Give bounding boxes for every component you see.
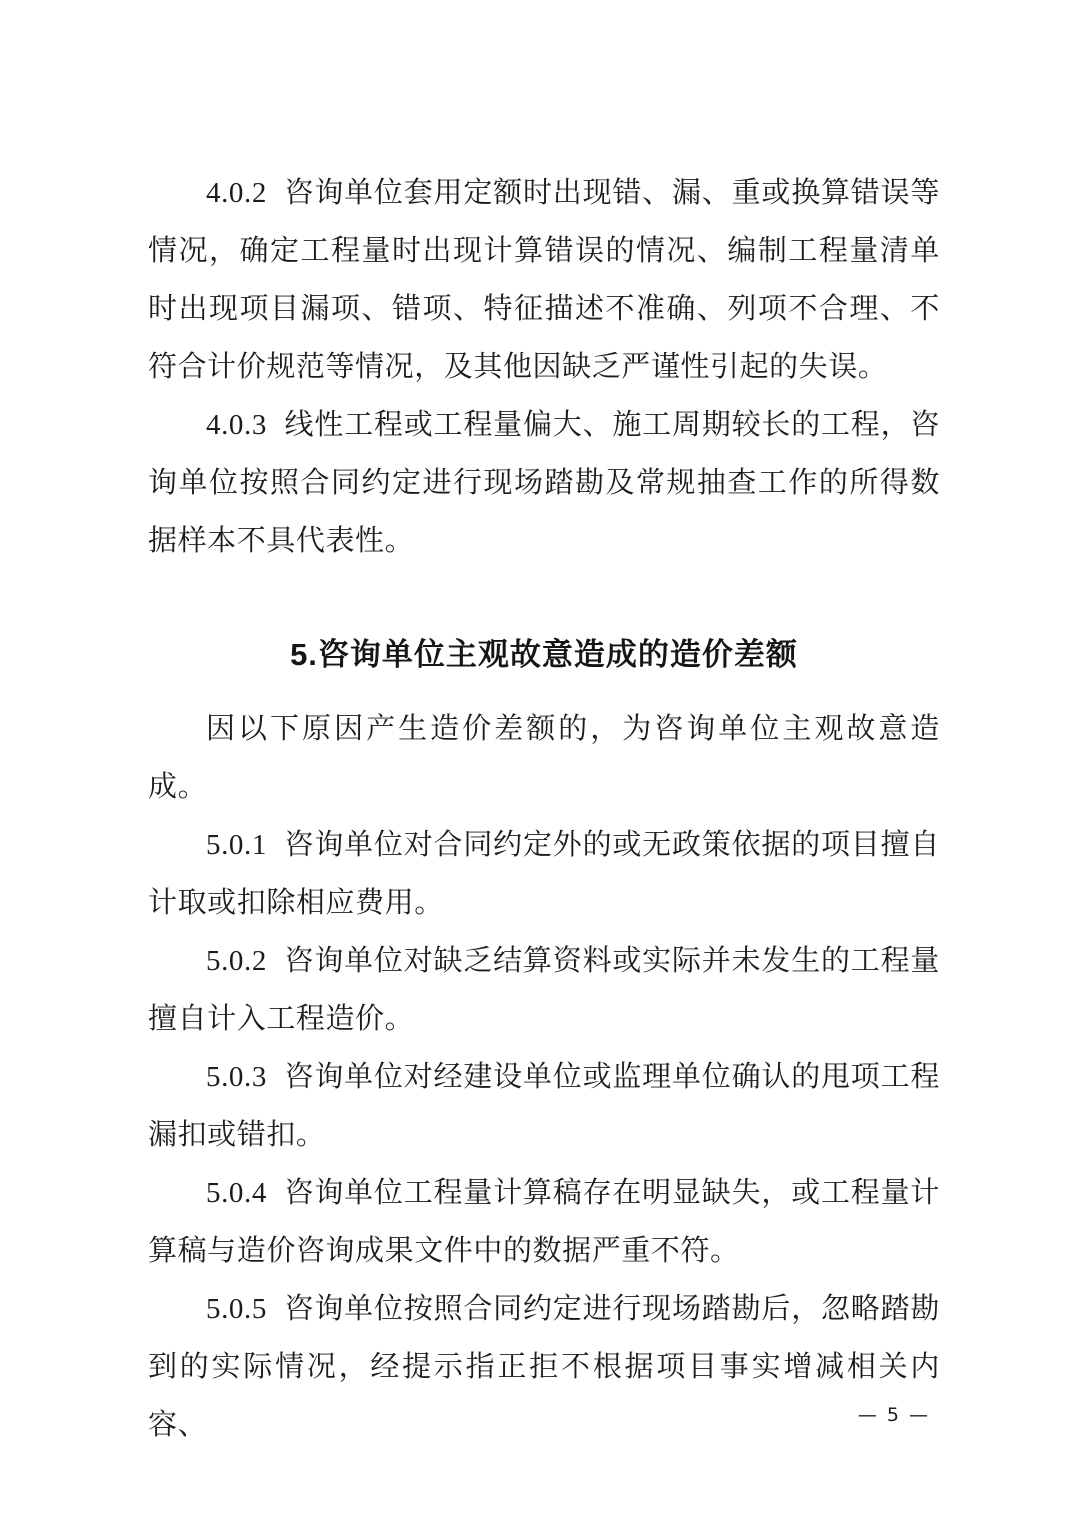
section-5-intro-paragraph: 因以下原因产生造价差额的，为咨询单位主观故意造成。	[148, 713, 940, 803]
clause-number-4-0-3: 4.0.3	[206, 409, 267, 441]
paragraph-5-0-2	[148, 932, 940, 1048]
page-footer	[858, 1404, 930, 1426]
clause-text-5-0-4: 咨询单位工程量计算稿存在明显缺失，或工程量计算稿与造价咨询成果文件中的数据严重不符。	[148, 1177, 940, 1267]
clause-text-4-0-2: 咨询单位套用定额时出现错、漏、重或换算错误等情况，确定工程量时出现计算错误的情况、编制工程量清单时出现项目漏项、错项、特征描述不准确、列项不合理、不符合计价规范等情况，及其他因缺乏严谨性引起的失误。	[148, 177, 940, 383]
clause-number-4-0-2: 4.0.2	[206, 177, 267, 209]
paragraph-5-0-1	[148, 816, 940, 932]
clause-number-5-0-4: 5.0.4	[206, 1177, 267, 1209]
clause-text-5-0-3: 咨询单位对经建设单位或监理单位确认的甩项工程漏扣或错扣。	[148, 1061, 940, 1151]
clause-text-5-0-2: 咨询单位对缺乏结算资料或实际并未发生的工程量擅自计入工程造价。	[148, 945, 940, 1035]
clause-number-5-0-3: 5.0.3	[206, 1061, 267, 1093]
clause-text-4-0-3: 线性工程或工程量偏大、施工周期较长的工程，咨询单位按照合同约定进行现场踏勘及常规抽查工作的所得数据样本不具代表性。	[148, 409, 940, 557]
clause-number-5-0-1: 5.0.1	[206, 829, 267, 861]
clause-text-5-0-5: 咨询单位按照合同约定进行现场踏勘后，忽略踏勘到的实际情况，经提示指正拒不根据项目事实增减相关内容、	[148, 1293, 940, 1441]
page-content	[148, 164, 940, 1454]
paragraph-5-0-4	[148, 1164, 940, 1280]
paragraph-4-0-3	[148, 396, 940, 570]
page-number: — 5 —	[857, 1404, 930, 1426]
clause-number-5-0-5: 5.0.5	[206, 1293, 267, 1325]
paragraph-5-0-5	[148, 1280, 940, 1454]
section-5-heading: 5.咨询单位主观故意造成的造价差额	[290, 637, 798, 672]
clause-number-5-0-2: 5.0.2	[206, 945, 267, 977]
clause-text-5-0-1: 咨询单位对合同约定外的或无政策依据的项目擅自计取或扣除相应费用。	[148, 829, 940, 919]
paragraph-5-0-3	[148, 1048, 940, 1164]
paragraph-4-0-2	[148, 164, 940, 396]
